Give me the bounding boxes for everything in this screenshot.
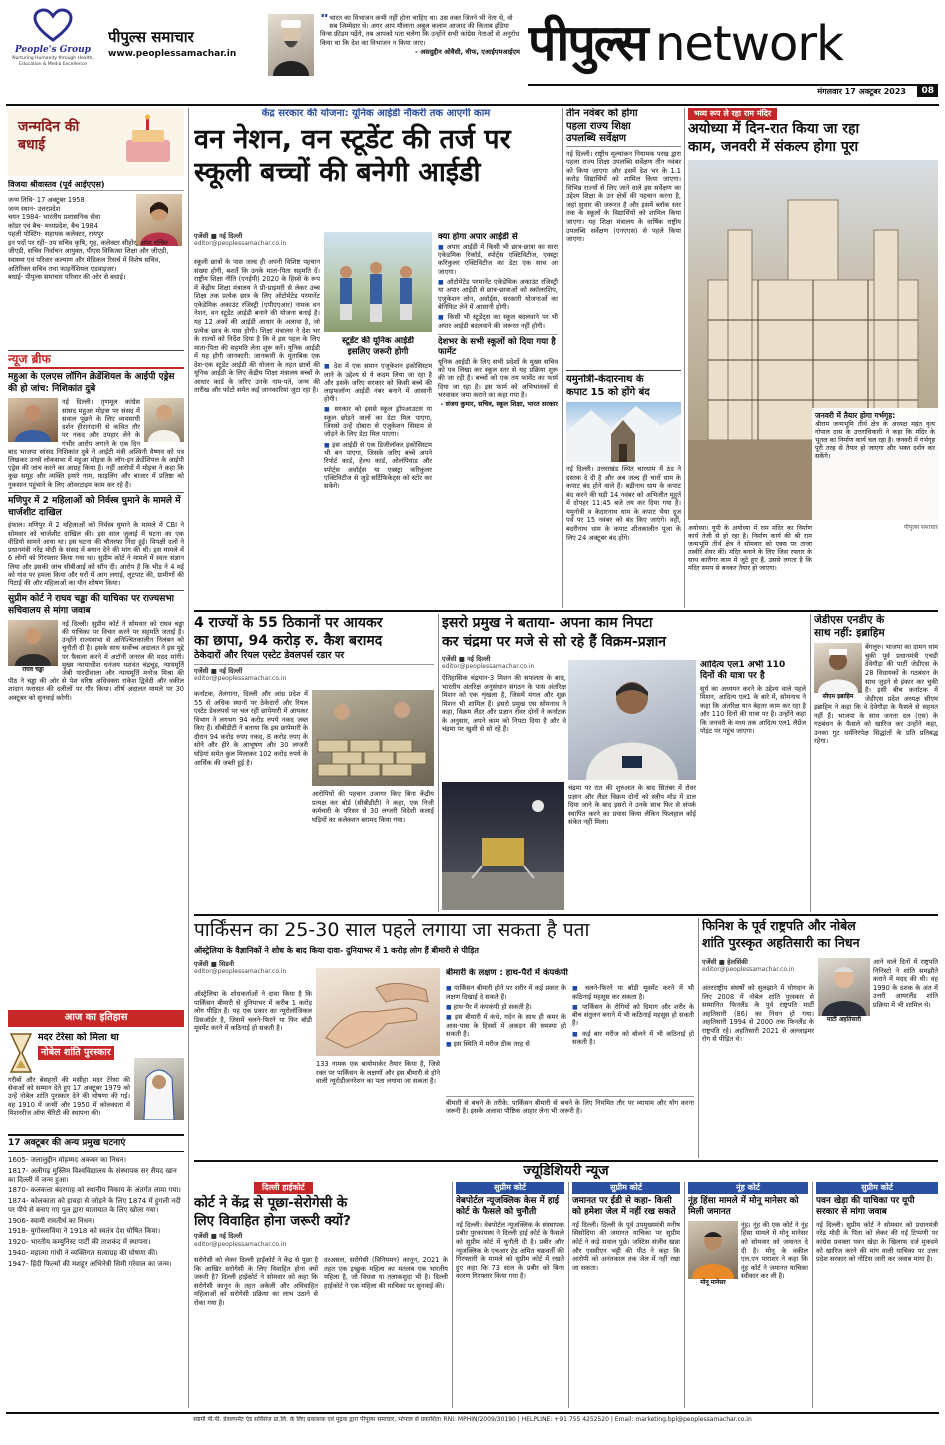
raghav-photo bbox=[8, 620, 58, 666]
list-item: ■ सरकार को इससे स्कूल ड्रॉपआउटस या स्कूल छोड़ने वालों का डेटा मिल पाएगा, जिससे उन्हें दोबारा से एजुकेशन सिस्टम से जोड़ने के लिए डेटा मिल पाएगा। bbox=[324, 405, 432, 438]
cash-seized-photo-icon bbox=[312, 690, 434, 786]
monu-photo-box bbox=[688, 1221, 738, 1287]
col2-body: नई दिल्ली। वेबपोर्टल न्यूजक्लिक के संस्थापक प्रबीर पुरकायस्थ ने दिल्ली हाई कोर्ट के फैसले को सुप्रीम कोर्ट में चुनौती दी है। प्रबीर और न्यूजक्लिक के एचआर हेड अमित चक्रवर्ती की गिरफ्तारी के मामले को सुप्रीम कोर्ट में रखते हुए कहा कि 73 साल के प्रबीर को बिना कारण गिरफ्तार किया गया है। bbox=[456, 1220, 564, 1281]
kedarnath-photo bbox=[566, 402, 681, 462]
ibrahim-caption: सीएम इब्राहिम bbox=[822, 693, 854, 701]
history-events-heading: 17 अक्टूबर की अन्य प्रमुख घटनाएं bbox=[8, 1134, 184, 1152]
jds-story bbox=[814, 614, 938, 914]
history-title-line1: मदर टेरेसा को मिला था bbox=[38, 1032, 119, 1043]
judiciary-col-2 bbox=[456, 1182, 564, 1408]
col5-body: नई दिल्ली। सुप्रीम कोर्ट ने सोमवार को प्रधानमंत्री नरेंद्र मोदी के पिता को लेकर की गई टिप्पणी पर कांग्रेस प्रवक्ता पवन खेड़ा के खिलाफ दर्ज मुकदमे को खारिज करने की मांग वाली याचिका पर उत्तर प्रदेश सरकार को नोटिस जारी कर जवाब मांगा है। bbox=[816, 1220, 938, 1264]
ram-caption-title: जनवरी में तैयार होगा गर्भगृह: bbox=[815, 411, 896, 420]
lead-kicker: केंद्र सरकार की योजना: यूनिक आईडी नौकरी तक आएगी काम bbox=[261, 108, 491, 119]
ram-mandir-tag: भव्य रूप ले रहा राम मंदिर bbox=[688, 108, 777, 120]
lead-body: स्कूली छात्रों के पास जल्द ही अपनी विशिष्ट पहचान संख्या होगी, बशर्ते कि उनके माता-पिता सहमति दें। राष्ट्रीय शिक्षा नीति (एनईपी) 2020 के हिस्से के रूप में केंद्रीय शिक्षा मंत्रालय ने प्री-प्राइमरी से लेकर उच्च शिक्षा तक प्रत्येक छात्र के लिए ऑटोमेटेड परमानेंट एकेडेमिक अकाउंट रजिस्ट्री (एपीएएआर) नामक वन नेशन, वन स्टूडेंट आईडी बनाने की योजना बनाई है। यह 12 अंकों की आईडी आधार के अलावा है, जो प्रत्येक छात्र के पास होगी। शिक्षा मंत्रालय ने देश भर के राज्यों को निर्देश दिया है कि वे इस पहल के लिए माता-पिता की सहमति लेना शुरू करें। यूनिक आईडी में यह होगी जानकारी: जानकारी के मुताबिक एक देश-एक स्टूडेंट आईडी की योजना के तहत छात्रों की यूनिक आईडी के लिए केंद्रीय शिक्षा मंत्रालय बच्चों के आधार कार्ड के जरिए उनके नाम-पते, जन्म की तारीख और फोटो समेत कई जानकारियां जुटा रहा है। bbox=[194, 258, 320, 395]
lander-photo-icon bbox=[442, 782, 564, 910]
list-item: ■ पार्किंसन के रोगियों को दिमाग और शरीर के बीच संतुलन बनाने में भी कठिनाई महसूस हो सकती है। bbox=[572, 1003, 694, 1028]
moon-lander-photo bbox=[442, 782, 564, 910]
symptoms-list-a bbox=[446, 984, 566, 1094]
ibrahim-photo-box bbox=[814, 643, 862, 701]
person-photo-icon bbox=[8, 620, 58, 666]
list-item: ■ इस स्थिति में मरीज ठीक तरह से bbox=[446, 1040, 566, 1049]
website: www.peoplessamachar.in bbox=[108, 48, 237, 59]
history-tag: आज का इतिहास bbox=[8, 1010, 184, 1027]
paper-small-name: पीपुल्स समाचार bbox=[108, 28, 194, 46]
list-item: ■ देश में एक समान एजुकेशन इकोसिस्टम लाने के उद्देश्य से ये कदम लिया जा रहा है और इसके जरिए सरकार को किसी बच्चे की लाइफलॉन्ग आईडी नंबर बनाने में आसानी होगी। bbox=[324, 362, 432, 403]
ahtisaari-caption: मार्टी अहतिसारी bbox=[826, 1016, 862, 1023]
col4-headline: नूंह हिंसा मामले में मोनू मानेसर को मिली जमानत bbox=[688, 1196, 799, 1218]
col5-tag: सुप्रीम कोर्ट bbox=[816, 1182, 938, 1194]
brief-item-2-title: मणिपुर में 2 महिलाओं को निर्वस्त्र घुमाने के मामले में चार्जशीट दाखिल bbox=[8, 495, 181, 518]
mother-teresa-photo bbox=[134, 1058, 184, 1120]
ram-headline-line2: काम, जनवरी में संकल्प होगा पूरा bbox=[688, 139, 859, 156]
dubey-photo bbox=[144, 398, 184, 442]
lead-story bbox=[194, 108, 558, 608]
birthday-name: विजया श्रीवास्तव (पूर्व आईएएस) bbox=[8, 180, 184, 191]
col1-headline-line1: कोर्ट ने केंद्र से पूछा-सेरोगेसी के bbox=[194, 1195, 348, 1211]
jds-body: बेंगलुरु। भाजपा का दामन थाम चुकी पूर्व प्रधानमंत्री एचडी देवेगौड़ा की पार्टी जेडीएस के 28 विधायकों के गठबंधन के साथ जुड़ने से इंकार कर चुकी है। इसी बीच कर्नाटक में जेडीएस प्रदेश अध्यक्ष सीएम इब्राहिम ने कहा कि वे देवेगौड़ा के फैसले से सहमत नहीं हैं। भाजपा के साथ जनता दल (एस) के गठबंधन के फैसले को खारिज कर उन्होंने कहा, उनका गुट धर्मनिरपेक्ष सिद्धांतों के प्रति प्रतिबद्ध रहेगा। bbox=[814, 643, 938, 746]
peoples-group-logo bbox=[8, 8, 98, 86]
birthday-details: जन्म तिथि- 17 अक्टूबर 1958 जन्म स्थान- उत्तरप्रदेश चयन 1984- भारतीय प्रशासनिक सेवा कॉडर एवं बैच- मध्यप्रदेश, बैच 1984 पहली पोस्टिंग- सहायक कलेक्टर, रायपुर इन पदों पर रहीं- उप सचिव कृषि, गृह, कलेक्टर सीहोर, अपर सचिव जीएडी, सचिव निर्वाचन आयुक्त, पीएस विकित्सा शिक्षा और जीएडी, स्वास्थ्य एवं परिवार कल्याण और मेडिकल रिसर्च में विशेष सचिव, अतिरिक्त सचिव तथा फाइनेंशियल एडवाइजर। बधाई- पीपुल्स समाचार परिवार की ओर से बधाई। bbox=[8, 196, 169, 282]
quote-mark-icon: “ bbox=[320, 14, 330, 27]
symptoms-list-b bbox=[572, 984, 694, 1094]
finland-headline-line1: फिनिश के पूर्व राष्ट्रपति और नोबेल bbox=[702, 918, 856, 933]
raid-story bbox=[194, 614, 434, 914]
brief-item-1-body: नई दिल्ली। तृणमूल कांग्रेस सांसद महुआ मोइत्रा पर संसद में सवाल पूछने के लिए व्यवसायी दर्शन हीरानंदानी से कथित तौर पर नकद और उपहार लेने के गंभीर आरोप लगाने के एक दिन बाद भाजपा सांसद निशिकांत दुबे ने आईटी मंत्री अश्विनी वैष्णव को पत्र लिखकर उनसे लोकसभा में महुआ मोइत्रा के लॉग-इन क्रेडेंशियल के आईपी एड्रेस की जांच करने का आग्रह किया है। नहीं आरोपों में मोइत्रा ने कहा कि कुछ समूह और व्यक्ति हमारे नाम, फ़ाइलिंग और बाजार में प्रतिष्ठा को नुकसान पहुंचाने के लिए ओवरटाइम काम कर रहे हैं। bbox=[8, 398, 184, 489]
raghav-caption: राघव चड्ढा bbox=[22, 665, 44, 673]
format-body: यूनिक आईडी के लिए सभी प्रदेशों के मुख्य सचिव को पत्र लिखा कर स्कूल स्तर से यह प्रक्रिया शुरू की जा रही है। बच्चों को एक तय फार्मेट का फार्म दिया जा रहा है। इस फार्म को अभिभावकों से भरवाकर जमा कराने का कहा गया है। bbox=[438, 358, 558, 399]
survey-story bbox=[566, 108, 681, 368]
kedarnath-body: नई दिल्ली। उत्तराखंड स्थित चारधाम में ठंड ने दस्तक दे दी है और अब जल्द ही चारों धाम के कपाट बंद होने वाले हैं। बद्रीनाथ धाम के कपाट बंद करने की घड़ी 14 नवंबर को अभिजीत मुहूर्त में दोपहर 11:45 बजे तय कर दिया गया है। यमुनोत्री व केदारनाथ धाम के कपाट भैया दूज पर्व पर 15 नवंबर को बंद किए जाएंगे। वहीं, बदरीनाथ धाम के कपाट शीतकालीन पूजा के लिए 24 अक्टूबर बंद होंगे। bbox=[566, 465, 681, 542]
column-rule bbox=[684, 1182, 685, 1408]
brief-item-3-title: सुप्रीम कोर्ट ने राघव चड्ढा की याचिका पर राज्यसभा सचिवालय से मांगा जवाब bbox=[8, 594, 175, 616]
history-events-list bbox=[8, 1156, 184, 1405]
mahua-photo bbox=[8, 398, 58, 442]
cake-icon bbox=[118, 114, 178, 166]
owaisi-photo bbox=[268, 14, 314, 76]
brief-item-2-body: इंफाल। मणिपुर में 2 महिलाओं को निर्वस्त्र घुमाने के मामले में CBI ने सोमवार को चार्जशीट दाखिल की। इस साल जुलाई में घटना का एक वीडियो सामने आया था। इस घटना की चौतरफा निंदा हुई। विपक्षी दलों ने प्रधानमंत्री नरेंद्र मोदी के संसद में बयान देने की मांग की थी। इस मामले में 6 लोगों को गिरफ्तार किया गया था। सुप्रीम कोर्ट ने मामले में स्वतः संज्ञान लिया और इसकी जांच सीबीआई को सौंप दी। आरोप है कि भीड़ ने 4 मई को गांव पर हमला किया और घरों में आग लगाई, लूटपाट की, ग्रामीणों की पिटाई की और महिलाओं का यौन शोषण किया। bbox=[8, 521, 184, 587]
judiciary-col-1 bbox=[194, 1182, 448, 1408]
brief-item-3-body: नई दिल्ली। सुप्रीम कोर्ट ने सोमवार को राघव चड्ढा की याचिका पर विचार करने पर सहमति जताई है। उन्होंने राज्यसभा से अनिश्चितकालीन निलंबन को चुनौती दी है। इसके साथ सर्वोच्च अदालत ने इस मुद्दे पर फैसला करने में अटॉर्नी जनरल की मदद मांगी। मुख्य न्यायाधीश धनंजय यशवंत चंद्रचूड़, न्यायमूर्ति जेबी पारदीवाला और न्यायमूर्ति मनोज मिश्रा की पीठ ने चड्ढा की ओर से पेश वरिष्ठ अधिवक्ता राकेश द्विवेदी और वकील शादान फरासत की दलीलों पर गौर किया। शीर्ष अदालत मामले पर 30 अक्टूबर को सुनवाई करेगी। bbox=[8, 619, 184, 702]
divider bbox=[566, 370, 681, 371]
birthday-title: जन्मदिन की बधाई bbox=[18, 119, 80, 154]
judiciary-col-3 bbox=[572, 1182, 680, 1408]
list-item: ■ चलने-फिरने या बॉडी मूवमेंट करने में भी कठिनाई महसूस कर सकता है। bbox=[572, 984, 694, 1001]
history-event: 1940- महात्मा गांधी ने व्यक्तिगत सत्याग्रह की घोषणा की। bbox=[8, 1248, 158, 1257]
col3-tag: सुप्रीम कोर्ट bbox=[572, 1182, 680, 1194]
survey-headline-line1: तीन नवंबर को होगा bbox=[566, 108, 638, 119]
birthday-heading bbox=[8, 108, 184, 176]
symptoms-heading: बीमारी के लक्षण : हाथ-पैरों में कंपकंपी bbox=[446, 968, 568, 978]
history-title-line2: नोबेल शांति पुरस्कार bbox=[38, 1046, 114, 1060]
column-rule bbox=[438, 614, 439, 912]
aditya-box bbox=[700, 660, 806, 912]
raid-body: कर्नाटक, तेलंगाना, दिल्ली और आंध्र प्रदेश में 55 से अधिक स्थानों पर ठेकेदारों और रियल एस्टेट डेवलपर्स पर चल रही छापेमारी में आयकर विभाग ने लगभग 94 करोड़ रुपये नकद जब्त किए हैं। सीबीडीटी ने बताया कि इस छापेमारी के दौरान 94 करोड़ रुपए नकद, 8 करोड़ रुपए के सोने और हीरे के आभूषण और 30 लग्जरी घड़ियां समेत कुल मिलाकर 102 करोड़ रुपये के आर्थिक की जब्ती हुई है। bbox=[194, 690, 308, 767]
parkinson-email: editor@peoplessamachar.co.in bbox=[194, 967, 287, 975]
format-heading: देशभर के सभी स्कूलों को दिया गया है फार्मेट bbox=[438, 334, 558, 358]
finland-story bbox=[702, 918, 938, 1158]
column-rule bbox=[810, 614, 811, 912]
divider bbox=[8, 590, 184, 591]
photo-caption-line1: स्टूडेंट की यूनिक आईडी bbox=[341, 336, 415, 346]
monu-photo bbox=[688, 1221, 738, 1279]
isro-headline-line2: कर चंद्रमा पर मजे से सो रहे हैं विक्रम-प्रज्ञान bbox=[442, 633, 667, 650]
list-item: ■ पार्किंसन बीमारी होने पर शरीर में कई प्रकार के लक्षण दिखाई दे सकते हैं। bbox=[446, 984, 566, 1001]
col1-tag: दिल्ली हाईकोर्ट bbox=[254, 1182, 313, 1194]
finland-byline-box bbox=[702, 958, 814, 974]
main-title bbox=[528, 12, 938, 82]
students-photo-caption bbox=[324, 336, 432, 357]
hands-photo-icon bbox=[316, 968, 440, 1056]
lead-email: editor@peoplessamachar.co.in bbox=[194, 240, 287, 248]
raid-body2: आरोपियों की पहचान उजागर किए बिना केंद्रीय प्रत्यक्ष कर बोर्ड (सीबीडीटी) ने कहा, एक निजी कर्मचारी के परिसर से 30 लग्जरी विदेशी कलाई घड़ियों का कलेक्शन बरामद किया गया। bbox=[312, 790, 434, 824]
person-photo-icon bbox=[144, 398, 184, 442]
col2-headline: वेबपोर्टल न्यूजक्लिक केस में हाई कोर्ट के फैसले को चुनौती bbox=[456, 1196, 560, 1218]
hourglass-icon bbox=[8, 1032, 34, 1074]
ahtisaari-photo-box bbox=[818, 958, 870, 1024]
footer-imprint: स्वामी पी.पी. डेवलपमेंट एंड सर्विसेज प्रा.लि. के लिए प्रकाशक एवं मुद्रक द्वारा पीपुल्स समाचार, भोपाल से प्रकाशित। RNI: MPHIN/2009/30190 | HELPLINE: +91 755 4252520 | Email: marketing.bpl@peoplessamachar.co.in bbox=[193, 1416, 752, 1423]
footer-rule bbox=[6, 1412, 939, 1414]
birthday-box bbox=[8, 108, 184, 348]
column-rule bbox=[698, 918, 699, 1158]
isro-headline-line1: इसरो प्रमुख ने बताया- अपना काम निपटा bbox=[442, 615, 653, 631]
isro-email: editor@peoplessamachar.co.in bbox=[442, 662, 535, 670]
judiciary-col-4 bbox=[688, 1182, 808, 1408]
somnath-photo bbox=[568, 660, 696, 780]
what-box bbox=[438, 232, 558, 602]
col2-tag: सुप्रीम कोर्ट bbox=[456, 1182, 564, 1194]
person-photo-icon bbox=[818, 958, 870, 1016]
ram-mandir-photo bbox=[688, 160, 938, 520]
history-event: 1947- हिंदी फिल्मों की मशहूर अभिनेत्री सिमी गरेवाल का जन्म। bbox=[8, 1259, 172, 1268]
aditya-heading-line2: दिनों की यात्रा पर है bbox=[700, 671, 765, 682]
what-list bbox=[438, 243, 558, 330]
history-event: 1605- जलालुद्दीन मोहम्मद अकबर का निधन। bbox=[8, 1156, 127, 1164]
list-item: ■ हाथ-पैर में कंपकंपी हो सकती है। bbox=[446, 1003, 566, 1012]
col1-headline-line2: लिए विवाहित होना जरूरी क्यों? bbox=[194, 1213, 351, 1230]
news-brief bbox=[8, 352, 184, 1002]
person-photo-icon bbox=[268, 14, 314, 76]
hands-photo bbox=[316, 968, 440, 1056]
history-body: गरीबों और बेसहारों की मसीहा मदर टेरेसा की सेवाओं को सम्मान देते हुए 17 अक्टूबर 1979 को उन्हें नोबेल शांति पुरस्कार देने की घोषणा की गई। वह 1910 में जन्मीं और 1950 में कोलकाता में मिशनरीज ऑफ चैरिटी की स्थापना की। bbox=[8, 1076, 130, 1117]
list-item: ■ कई बार मरीज को बोलने में भी कठिनाई हो सकती है। bbox=[572, 1030, 694, 1047]
parkinson-body: ऑस्ट्रेलिया के शोधकर्ताओं ने दावा किया है कि पार्किंसन बीमारी से दुनियाभर में करीब 1 करोड़ लोग पीड़ित हैं। यह एक प्रकार का न्यूरोलॉजिकल डिसऑर्डर है, जिसमें चलने-फिरने या फिर बॉडी मूवमेंट करने में कठिनाई हो सकती है। bbox=[194, 990, 312, 1033]
isro-byline: एजेंसी ■ नई दिल्ली bbox=[442, 654, 491, 663]
brief-item-1-title: महुआ के एलएस लॉगिन क्रेडेंशियल के आईपी एड्रेस की हो जांच: निशिकांत दुबे bbox=[8, 372, 175, 394]
history-event: 1920- भारतीय कम्युनिस्ट पार्टी की ताशकंद में स्थापना। bbox=[8, 1238, 151, 1246]
quote-text: भारत का विभाजन कभी नहीं होना चाहिए था। उस वक्त जितने भी नेता थे, वो सब जिम्मेदार थे। अगर आप मौलाना अबुल कलाम आजाद की किताब इंडिया विन्स फ्रीडम पढ़ेंगे, तब आपको पता चलेगा कि उन्होंने सभी कांग्रेस नेताओं से अनुरोध किया था कि देश का विभाजन न किया जाए। bbox=[320, 14, 520, 47]
monu-caption: मोनू मानेसर bbox=[700, 1278, 726, 1286]
col3-headline: जमानत पर ईडी से कहा- किसी को हमेशा जेल में नहीं रख सकते bbox=[572, 1196, 676, 1218]
section-rule bbox=[194, 914, 938, 916]
parkinson-prevention: बीमारी से बचने के तरीके: पार्किंसन बीमारी से बचने के लिए नियमित तौर पर व्यायाम और योग करना जरूरी है। इसके अलावा पौष्टिक आहार लेना भी जरूरी है। bbox=[446, 1096, 694, 1156]
students-photo bbox=[324, 232, 432, 332]
dateline bbox=[528, 84, 938, 98]
ram-mandir-story bbox=[688, 108, 938, 608]
students-photo-icon bbox=[324, 232, 432, 332]
group-tagline: Nurturing Humanity through Health, Education & Media Excellence bbox=[12, 56, 94, 67]
why-list bbox=[324, 362, 432, 602]
list-item: ■ ऑटोमेटेड परमानेंट एकेडेमिक अकाउंट रजिस्ट्री या अपार आईडी से छात्र-छात्राओं को स्कॉलरशिप, एजुकेशन लोन, अवॉर्ड्स, सरकारी योजनाओं का बेनिफिट लेने में आसानी होगी। bbox=[438, 278, 558, 311]
divider bbox=[8, 492, 184, 493]
history-title bbox=[38, 1032, 184, 1060]
person-photo-icon bbox=[814, 643, 862, 693]
col3-body: नई दिल्ली। दिल्ली के पूर्व उपमुख्यमंत्री मनीष सिसोदिया की जमानत याचिका पर सुप्रीम कोर्ट ने कड़े सवाल पूछे। जस्टिस संजीव खन्ना और एसवीएन भट्टी की पीठ ने कहा कि आरोपी को अनंतकाल तक जेल में नहीं रखा जा सकता। bbox=[572, 1220, 680, 1272]
section-rule bbox=[194, 610, 938, 612]
kedarnath-headline-line2: कपाट 15 को होंगे बंद bbox=[566, 386, 650, 398]
format-author: - संजय कुमार, सचिव, स्कूल शिक्षा, भारत सरकार bbox=[440, 400, 558, 409]
raid-headline-line2: का छापा, 94 करोड़ रु. कैश बरामद bbox=[194, 633, 383, 650]
masthead-rule bbox=[6, 104, 939, 106]
quote-box bbox=[320, 14, 520, 86]
parkinson-headline: पार्किंसन का 25-30 साल पहले लगाया जा सकता है पता bbox=[194, 919, 590, 941]
jds-headline-line2: साथ नहीं: इब्राहिम bbox=[814, 627, 885, 640]
isro-body: ऐतिहासिक चंद्रयान-3 मिशन की सफलता के बाद, भारतीय अंतरिक्ष अनुसंधान संगठन के पास अंतरिक्ष मिशन को एक शृंखला है, जिसमें मंगल और शुक्र मिशन भी शामिल हैं। इसरो प्रमुख एस सोमनाथ ने कहा, विक्रम लैंडर और प्रज्ञान रोवर दोनों ने कर्नाटक के अनुसार, अपने काम को निपटा दिया है और वे चंद्रमा पर खुशी से सो रहे हैं। bbox=[442, 674, 566, 734]
aditya-heading-line1: आदित्य एल1 अभी 110 bbox=[700, 660, 786, 670]
ram-mandir-body: अयोध्या। यूपी के अयोध्या में राम मंदिर का निर्माण कार्य तेजी से हो रहा है। निर्माण कार्य की श्री राम जन्मभूमि तीर्थ क्षेत्र ने सोमवार को एक्स पर ताजा तस्वीरें शेयर कीं। मंदिर बनाने के लिए जिस रफ्तार के साथ कारीगर काम में जुटे हुए हैं, उससे लगता है कि मंदिर समय से बनकर तैयार हो जाएगा। bbox=[688, 524, 812, 572]
parkinson-byline: एजेंसी ■ सिडनी bbox=[194, 959, 235, 968]
title-english: network bbox=[654, 16, 843, 72]
hourglass-icon bbox=[8, 1032, 34, 1074]
list-item: ■ किसी भी स्टूडेंट्स का स्कूल बदलवाने पर भी अपार आईडी बदलवाने की जरूरत नहीं होगी। bbox=[438, 313, 558, 330]
kedarnath-headline-line1: यमुनोत्री-केदारनाथ के bbox=[566, 374, 644, 385]
col1-byline: एजेंसी ■ नई दिल्ली bbox=[194, 1232, 243, 1241]
finland-side bbox=[818, 958, 938, 1156]
photo-caption-line2: इसलिए जरूरी होगी bbox=[347, 346, 409, 357]
list-item: ■ अपार आईडी में किसी भी छात्र-छात्रा का सारा एकेडमिक रिकॉर्ड, स्पोर्ट्स एक्टिविटीज, एक्स्ट्रा करिकुलर एक्टिविटीज का डेटा एक साथ आ जाएगा। bbox=[438, 243, 558, 276]
finland-byline: एजेंसी ■ हेलसिंकी bbox=[702, 958, 748, 966]
lead-byline: एजेंसी ■ नई दिल्ली bbox=[194, 232, 243, 240]
finland-body: अंतरराष्ट्रीय संघर्षों को सुलझाने में योगदान के लिए 2008 में नोबेल शांति पुरस्कार से सम्मानित फिनलैंड के पूर्व राष्ट्रपति मार्टी अहतिसारी (86) का निधन हो गया। अहतिसारी 1994 से 2000 तक फिनलैंड के राष्ट्रपति रहे। अहतिसारी 2021 से अल्जाइमर रोग से पीड़ित थे। bbox=[702, 984, 814, 1044]
aditya-body: सूर्य का अध्ययन करने के उद्देश्य वाले पहले मिशन, आदित्य एल1 के बारे में, सोमनाथ ने कहा कि अंतरिक्ष यान बेहतर काम कर रहा है और 110 दिनों की यात्रा पर है। उन्होंने कहा कि जनवरी के मध्य तक आदित्य एल1 लैग्रेंज पॉइंट पर पहुंच जाएगा। bbox=[700, 684, 806, 736]
col5-headline: पवन खेड़ा की याचिका पर यूपी सरकार से मांगा जवाब bbox=[816, 1196, 915, 1218]
masthead bbox=[0, 0, 945, 104]
person-photo-icon bbox=[568, 660, 696, 780]
raid-sub: ठेकेदारों और रियल एस्टेट डेवलपर्स रडार पर bbox=[194, 650, 434, 665]
judiciary-heading: ज्यूडिशियरी न्यूज bbox=[523, 1163, 609, 1179]
finland-headline-line2: शांति पुरस्कृत अहतिसारी का निधन bbox=[702, 934, 860, 950]
col1-body: सरोगेसी को लेकर दिल्ली हाईकोर्ट ने केंद्र से पूछा है कि आखिर सरोगेसी के लिए विवाहित होना क्यों जरूरी है? दिल्ली हाईकोर्ट ने सोमवार को कहा कि सरोगेसी कानून के तहत अकेली और अविवाहित महिलाओं को सरोगेसी प्रक्रिया का लाभ उठाने से रोका गया है। bbox=[194, 1256, 318, 1307]
ram-caption-box bbox=[812, 408, 938, 520]
ram-headline-line1: अयोध्या में दिन-रात किया जा रहा bbox=[688, 121, 860, 137]
quote-author: - असदुद्दीन ओवैसी, चीफ, एआईएमआईएम bbox=[415, 47, 520, 56]
temple-photo-icon bbox=[566, 402, 681, 462]
column-rule bbox=[452, 1182, 453, 1408]
lead-headline-line2: स्कूली बच्चों की बनेगी आईडी bbox=[194, 157, 481, 189]
finland-email: editor@peoplessamachar.co.in bbox=[702, 966, 795, 974]
ibrahim-photo bbox=[814, 643, 862, 693]
isro-body2: चंद्रमा पर रात की शुरुआत के बाद सितंबर में रोवर प्रज्ञान और लैंडर विक्रम दोनों को स्लीप मोड में डाल दिया जाने के बाद इसरो ने उनके साथ फिर से संपर्क स्थापित करने का प्रयास किया लेकिन फिलहाल कोई संकेत नहीं मिला। bbox=[568, 784, 696, 827]
list-item: ■ इस आईडी से एक डिजीलॉकर इकोसिस्टम भी बन पाएगा, जिसके जरिए बच्चे अपने रिपोर्ट कार्ड, हेल्थ कार्ड, ओलंपियाड और स्पोर्ट्स अवॉर्ड्स या एक्स्ट्रा करिकुलर एक्टिविटीज से जुड़े सर्टिफिकेट्स को स्टोर कर सकेंगे। bbox=[324, 441, 432, 491]
ram-caption-body: श्रीराम जन्मभूमि तीर्थ क्षेत्र के अध्यक्ष महंत नृत्य गोपाल दास के उत्तराधिकारी ने कहा कि मंदिर के भूतल का निर्माण कार्य चल रहा है। जनवरी में गर्भगृह पूरी तरह से तैयार हो जाएगा और भक्त दर्शन कर सकेंगे। bbox=[815, 420, 935, 461]
ram-photo-credit: पीपुल्स समाचार bbox=[903, 524, 938, 531]
list-item: ■ इस बीमारी में कंधे, गर्दन के साथ ही कमर के आस-पास के हिस्सों में अकड़न की समस्या हो सकती है। bbox=[446, 1013, 566, 1038]
group-name: People's Group bbox=[15, 44, 91, 55]
issue-date: मंगलवार 17 अक्टूबर 2023 bbox=[817, 87, 906, 96]
history-box bbox=[8, 1010, 184, 1405]
column-rule bbox=[568, 1182, 569, 1408]
history-event: 1874- कोलकाता को हावड़ा से जोड़ने के लिए 1874 में हुगली नदी पर पीपे से बनाए गए पुल द्वारा यातायात के लिए खोला गया। bbox=[8, 1197, 181, 1214]
col1-body2: दरअसल, सरोगेसी (विनियमन) कानून, 2021 के तहत एक इच्छुक महिला का मतलब एक भारतीय महिला है, जो विधवा या तलाकशुदा भी है। दिल्ली हाईकोर्ट ने एक महिला की याचिका पर सुनवाई की। bbox=[324, 1256, 448, 1290]
column-rule bbox=[684, 108, 685, 608]
col4-tag: नूंह कोर्ट bbox=[688, 1182, 808, 1194]
column-rule bbox=[562, 108, 563, 608]
page-number: 08 bbox=[917, 86, 938, 97]
survey-body: नई दिल्ली। राष्ट्रीय मूल्यांकन नियामक परख द्वारा पहला राज्य शिक्षा उपलब्धि सर्वेक्षण तीन नवंबर को किया जाएगा और इसमें देश भर के 1.1 करोड़ विद्यार्थियों को शामिल किया जाएगा। विभिन्न राज्यों से लिए जाने वाले इस सर्वेक्षण का उद्देश्य शिक्षा के उन क्षेत्रों की पहचान करना है, जहां सुधार की जरूरत है और इसमें ब्लॉक स्तर तक के स्कूलों के विद्यार्थियों को शामिल किया जाएगा। यह शिक्षा मंत्रालय के वार्षिक राष्ट्रीय उपलब्धि सर्वेक्षण (एनएएस) से पहले किया जाएगा। bbox=[566, 149, 681, 244]
finland-body2: आने वाले दिनों में राष्ट्रपति निनिस्टो ने शांति समझौते कराने में मदद की थी। वह 1990 के दशक के अंत में उत्तरी आयरलैंड शांति प्रक्रिया में भी शामिल थे। bbox=[873, 958, 938, 1009]
kedarnath-story bbox=[566, 374, 681, 608]
history-event: 1918- युगोस्लाविया ने 1918 को स्वतंत्र देश घोषित किया। bbox=[8, 1227, 161, 1236]
history-event: 1817- अलीगढ़ मुस्लिम विश्वविद्यालय के संस्थापक सर सैयद खान का दिल्ली में जन्म हुआ। bbox=[8, 1166, 177, 1184]
cash-photo bbox=[312, 690, 434, 786]
jds-headline-line1: जेडीएस एनडीए के bbox=[814, 614, 885, 626]
parkinson-body2: 133 नामक एक बायोमार्कर तैयार किया है, जिसे रक्त पर पार्किंसन के लक्षणों और इस बीमारी से होने वाली न्यूरोडीजनरेशन का पता लगाया जा सकता है। bbox=[316, 1060, 440, 1086]
history-event: 1906- स्वामी रामतीर्थ का निधन। bbox=[8, 1216, 95, 1225]
lead-headline-line1: वन नेशन, वन स्टूडेंट की तर्ज पर bbox=[194, 123, 511, 155]
survey-headline-line3: उपलब्धि सर्वेक्षण bbox=[566, 133, 681, 147]
column-rule bbox=[812, 1182, 813, 1408]
ahtisaari-photo bbox=[818, 958, 870, 1016]
parkinson-sub: ऑस्ट्रेलिया के वैज्ञानिकों ने शोध के बाद किया दावा- दुनियाभर में 1 करोड़ लोग हैं बीमारी से पीड़ित bbox=[194, 945, 479, 955]
raghav-photo-box bbox=[8, 620, 58, 674]
title-hindi: पीपुल्स bbox=[528, 14, 647, 72]
heart-logo-icon bbox=[33, 8, 73, 42]
what-heading: क्या होगा अपार आईडी से bbox=[438, 232, 518, 242]
person-photo-icon bbox=[8, 398, 58, 442]
col4-body: नूंह। नूंह की एक कोर्ट ने नूंह हिंसा मामले में मोनू मानेसर को सोमवार को जमानत दे दी है। मोनू के वकील एल.एन पाराशर ने कहा कि नूंह कोर्ट ने जमानत याचिका स्वीकार कर ली है। bbox=[741, 1220, 808, 1281]
raid-email: editor@peoplessamachar.co.in bbox=[194, 675, 287, 683]
column-rule bbox=[188, 108, 189, 1408]
raid-byline: एजेंसी ■ नई दिल्ली bbox=[194, 667, 243, 676]
col1-email: editor@peoplessamachar.co.in bbox=[194, 1240, 287, 1248]
divider bbox=[8, 350, 184, 351]
judiciary-col-5 bbox=[816, 1182, 938, 1408]
section-rule bbox=[194, 1160, 938, 1162]
raid-headline-line1: 4 राज्यों के 55 ठिकानों पर आयकर bbox=[194, 615, 383, 631]
news-brief-heading: न्यूज ब्रीफ bbox=[8, 352, 184, 369]
small-title bbox=[108, 28, 263, 74]
survey-headline-line2: पहला राज्य शिक्षा bbox=[566, 120, 631, 132]
person-photo-icon bbox=[134, 1058, 184, 1120]
history-event: 1870- कलकत्ता बंदरगाह को स्थानीय निकाय के अंतर्गत लाया गया। bbox=[8, 1186, 181, 1195]
person-photo-icon bbox=[688, 1221, 738, 1279]
